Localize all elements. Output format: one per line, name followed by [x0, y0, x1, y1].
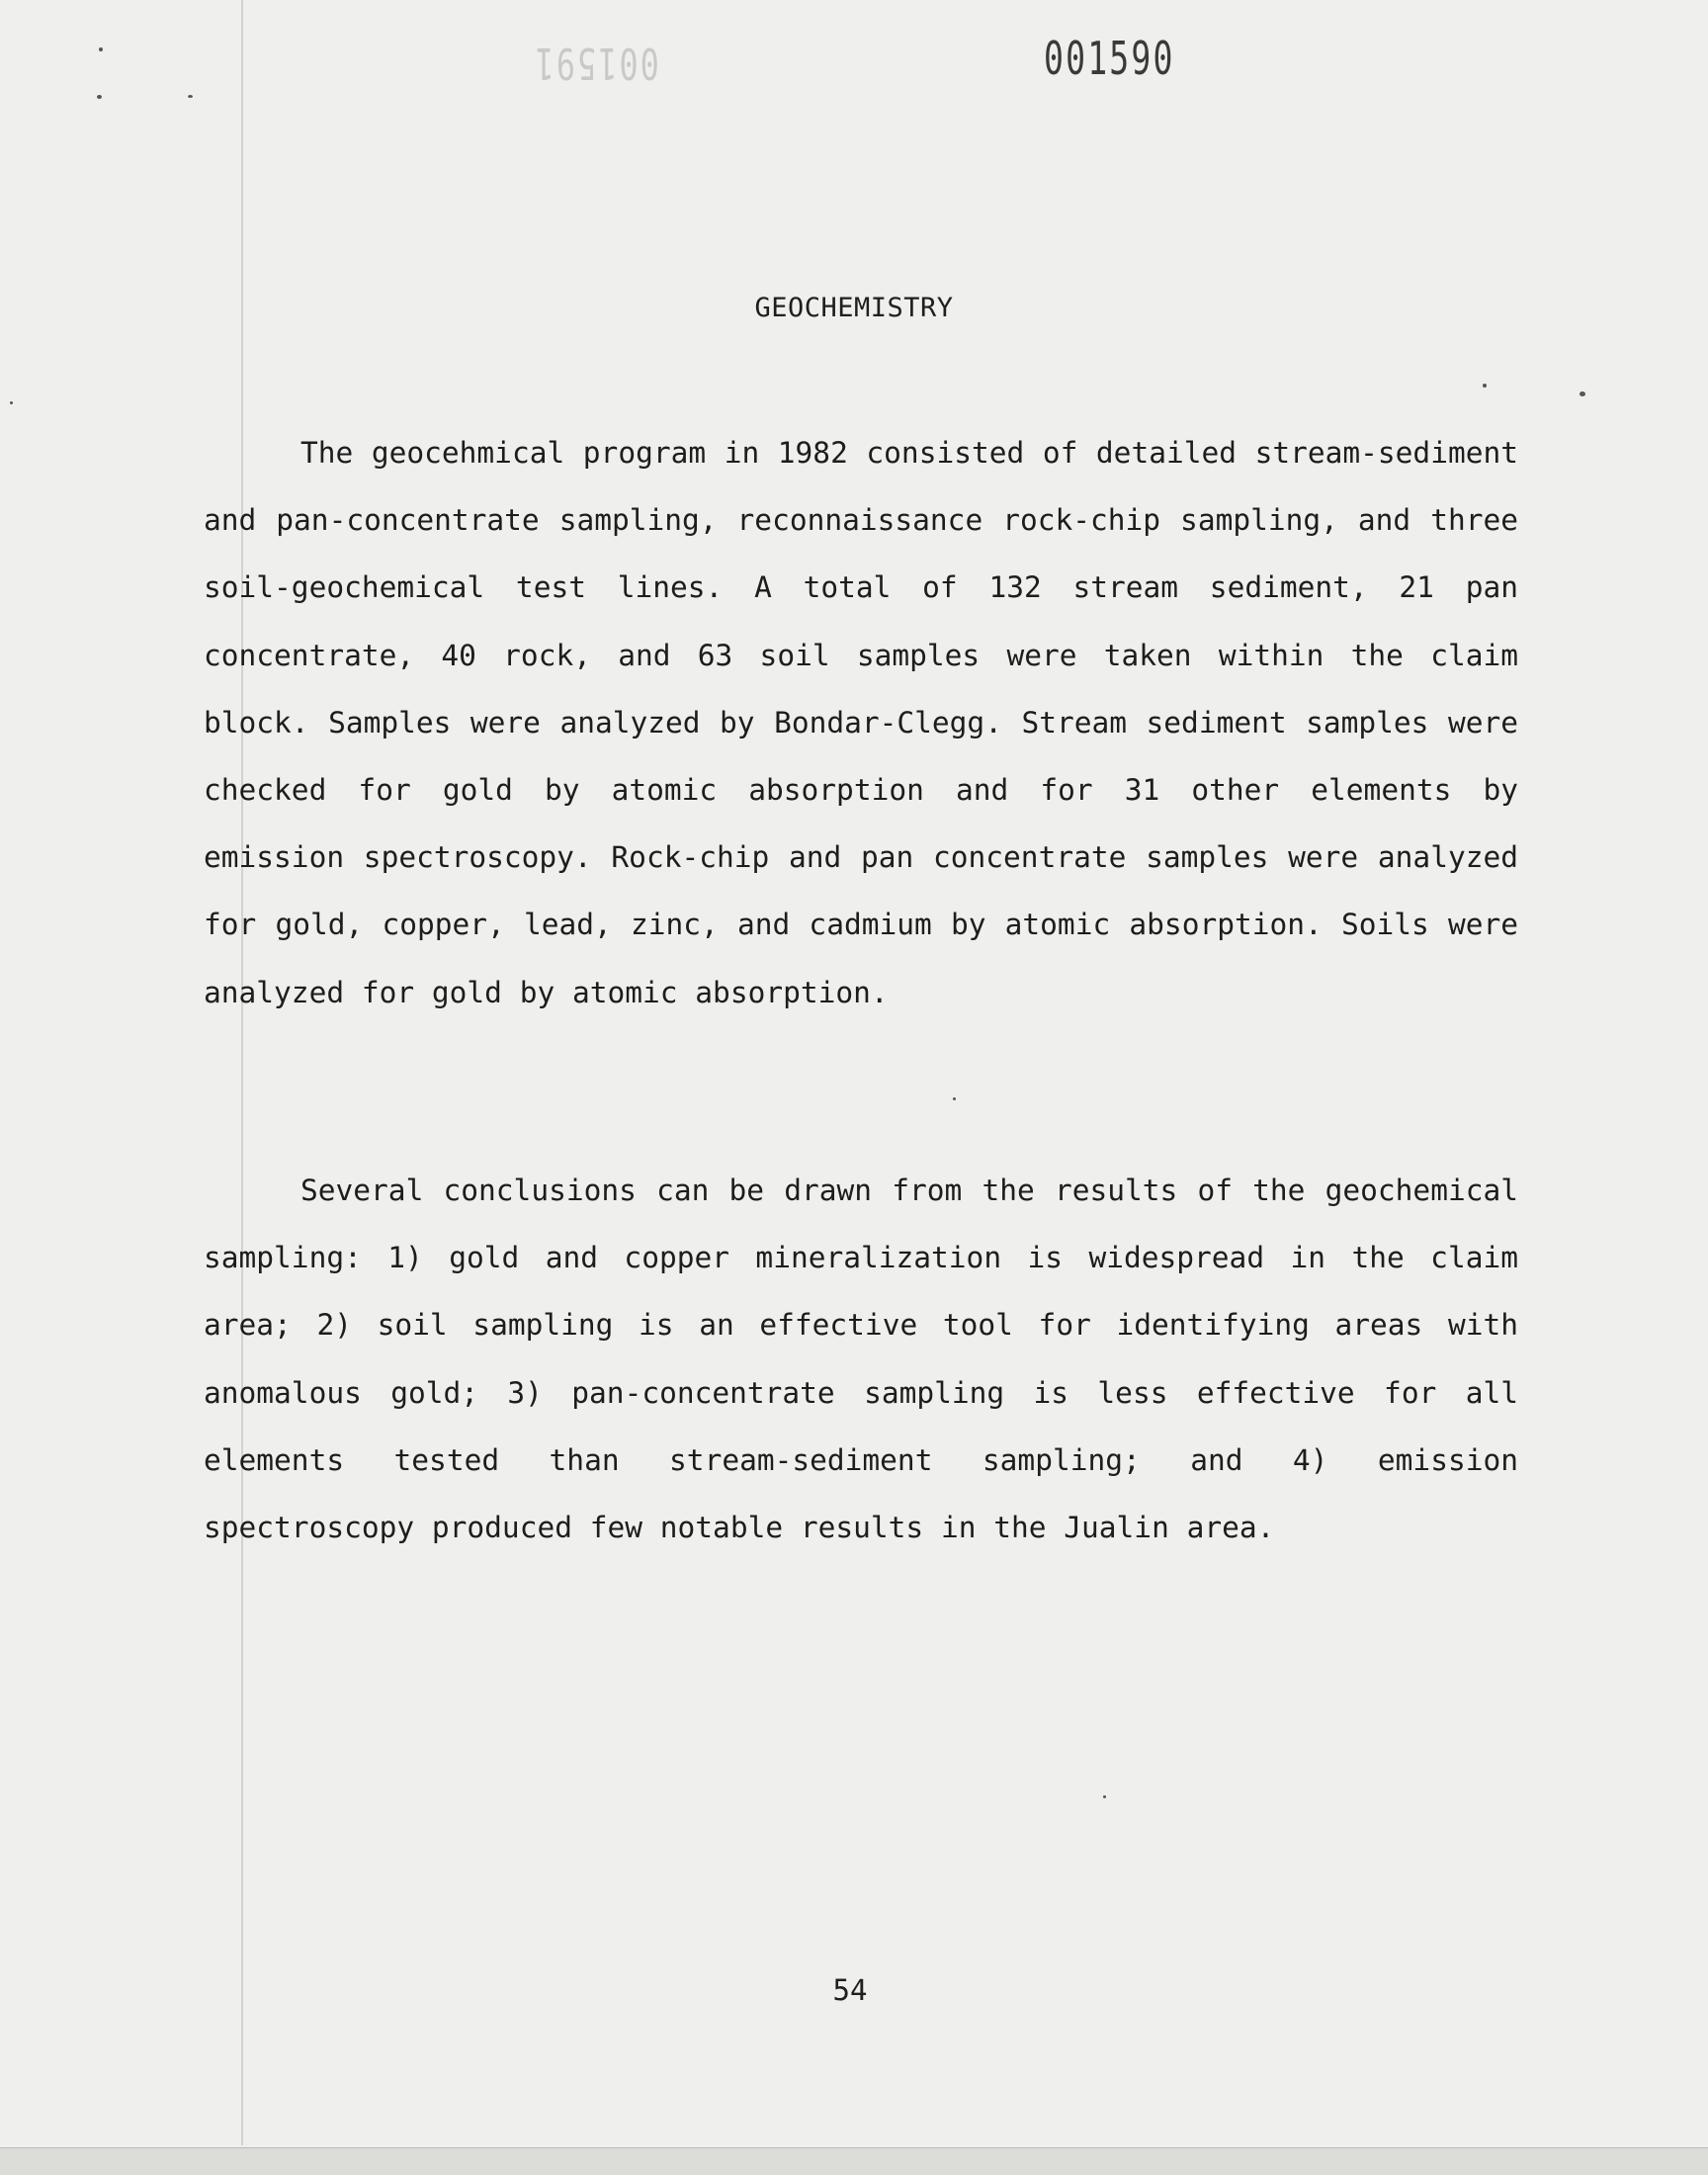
- scan-speck: [97, 95, 102, 99]
- document-number: 001590: [1044, 32, 1175, 85]
- scan-speck: [188, 95, 193, 98]
- paragraph-program: The geocehmical program in 1982 consisted of detailed stream-sediment and pan-concentrate sampling, reconnaissance rock-chip sampling, and three soil-geochemical test lines. A total of 132 stream sediment, 21 pan concentrate, 40 rock, and 63 soil samples were taken within the claim block. Samples were analyzed by Bondar-Clegg. Stream sediment samples were checked for gold by atomic absorption and for 31 other elements by emission spectroscopy. Rock-chip and pan concentrate samples were analyzed for gold, copper, lead, zinc, and cadmium by atomic absorption. Soils were analyzed for gold by atomic absorption.: [204, 436, 1518, 1009]
- section-title: GEOCHEMISTRY: [754, 293, 954, 323]
- paragraph-conclusions: Several conclusions can be drawn from the results of the geochemical sampling: 1) gold and copper mineralization is widespread in the claim area; 2) soil sampling is an effective tool for identifying areas with anomalous gold; 3) pan-concentrate sampling is less effective for all elements tested than stream-sediment sampling; and 4) emission spectroscopy produced few notable results in the Jualin area.: [204, 1174, 1518, 1545]
- page-number: 54: [832, 1973, 868, 2007]
- scan-speck: [1103, 1795, 1106, 1798]
- scan-speck: [10, 401, 13, 404]
- scan-speck: [1483, 384, 1487, 388]
- scan-speck: [99, 47, 103, 51]
- page-bottom-edge: [0, 2147, 1708, 2175]
- scan-speck: [1580, 392, 1585, 396]
- bleed-through-number: 001591: [533, 38, 659, 88]
- scan-speck: [953, 1097, 956, 1100]
